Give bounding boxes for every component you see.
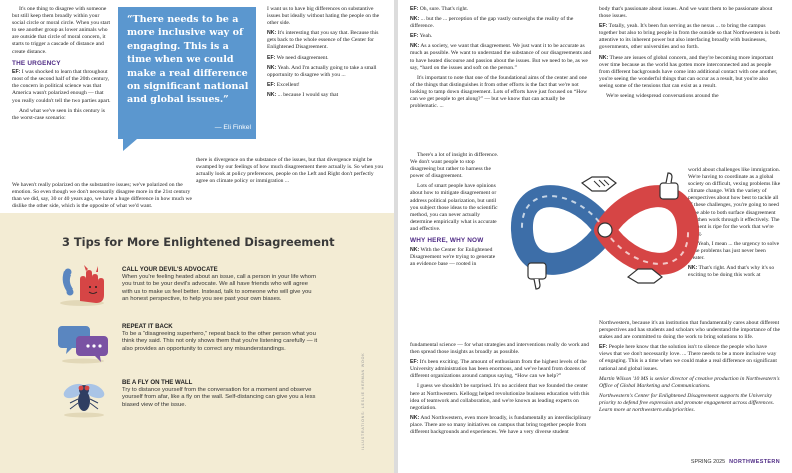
speech-bubbles-icon [58,320,110,364]
pull-quote-author: — Eli Finkel [214,124,251,131]
dialogue-text: ... because I would say that [277,91,339,98]
tip-1-heading: CALL YOUR DEVIL'S ADVOCATE [122,266,218,273]
pull-quote-tail [123,139,137,151]
fly-icon [58,375,110,419]
dialogue-text: It's been exciting. The amount of enthusiasm from the highest levels of the University administration has been enormous, and we've heard from dozens of different organizations around campus saying, “How can we help?” [410,359,587,380]
speaker-label: NK: [267,91,277,98]
speaker-label: NK: [410,43,420,50]
dialogue-text: And Northwestern, even more broadly, is fundamentally an interdisciplinary place. There are so many initiatives on campus that bring together people from different backgrounds and experiences. We have a very diverse student [410,414,592,436]
subhead-urgency: THE URGENCY [12,59,61,67]
speaker-label: EF: [410,33,419,40]
left-col3 [267,6,384,102]
speaker-label: NK: [410,246,420,253]
illustration-credit: ILLUSTRATIONS: LESLIE HERMAN WOOK [361,352,365,450]
dialogue-text: Yeah. And I'm actually going to take a small opportunity to disagree with you ... [267,64,377,78]
tip-1-body: When you're feeling heated about an issue, call a person in your life whom you trust to be your devil's advocate. We all have friends who will agree with us to make us feel better. Instead, talk to someone who will give you an honest perspective, to help you see past your own biases. [122,274,316,303]
dialogue-text: world about challenges like immigration. We're having to coordinate as a global society on difficult, vexing problems like climate change. With the variety of perspectives about how best to tackle all of these challenges, you're going to need to be able to both surface disagreement and then work through it effectively. The moment is ripe for the work that we're doing. [688,167,781,237]
dialogue-text: We need disagreement. [276,54,329,61]
author-bio: Martin Wilson '10 MS is senior director of creative production in Northwestern's Office of Global Marketing and Communications. [599,375,780,389]
speaker-label: NK: [410,414,420,421]
wide-paragraph-text: fundamental science — for what strategies and interventions really do work and then spread those insights as broadly as possible. [410,342,590,356]
speaker-label: EF: [12,69,21,76]
devil-phone-icon [58,263,110,307]
dialogue-text: Yeah, I mean ... the urgency to solve these problems has just never been greater. [688,240,780,262]
dialogue-text: These are issues of global concern, and they're becoming more important over time because as the world has gotten more interconnected and as people from different backgrounds have come into additional contact with one another, you're seeing the wonderful things that can occur as a result, but you're also seeing some of the tensions that can exist as a result. [599,54,778,89]
footer-magazine: NORTHWESTERN [729,459,780,465]
narrow-paragraph: There's a lot of insight in difference. We don't want people to stop disagreeing but rather to harness the power of disagreement. [410,152,499,180]
wide-paragraph-text: We haven't really polarized on the substantive issues; we've polarized on the emotion. So even though we don't necessarily disagree more in the 21st century than we did, say, 30 or 40 years ago, we have a huge difference in how much we dislike the other side, which is the opposite of what we'd want. [12,182,193,210]
dialogue-text: We're seeing widespread conversations around the [606,93,719,100]
dialogue-text: That's right. And that's why it's so exciting to be doing this work at [688,265,775,279]
page-footer [610,459,780,465]
handshake-infinity-illustration [500,155,710,305]
left-page [0,0,394,473]
speaker-label: EF: [410,6,419,12]
right-col1-top [410,6,592,113]
pull-quote-text: “There needs to be a more inclusive way of engaging. This is a time when we could make a real difference on significant national and global issues.” [127,14,249,106]
wide-paragraph-2-text: there is divergence on the substance of the issues, but that divergence might be swamped by our feelings of how much disagreement there actually is. So when you actually look at policy preferences, people on the Left and Right don't perfectly agree on climate policy or immigration ... [196,157,384,185]
dialogue-text: body that's passionate about issues. And we want them to be passionate about those issues. [599,6,773,20]
intro-paragraph: It's one thing to disagree with someone but still keep them broadly within your social circle or moral circle. When you start to see another group as lower animals who are outside that circle of moral concern, it starts to trigger a cascade of distance and create distance. [12,6,111,55]
speaker-label: EF: [599,23,608,30]
speaker-label: EF: [267,81,276,88]
handshake-icon [582,177,616,191]
right-col1-bottom [410,342,592,439]
right-col1-narrow [410,152,500,271]
speaker-label: EF: [599,344,608,351]
dialogue-text: Oh, sure. That's right. [419,6,469,12]
thumbs-up-icon [660,173,678,199]
dialogue-text: Northwestern, because it's an institution that fundamentally cares about different perspectives and has students and scholars who understand the importance of the stakes and are committed to doing the work to bring solutions to life. [599,320,780,341]
speaker-label: NK: [688,265,698,272]
dialogue-text: Yeah. [419,33,433,40]
speaker-label: EF: [410,359,419,366]
right-col2-top [599,6,781,103]
ef-paragraph: I was shocked to learn that throughout most of the second half of the 20th century, the concern in political science was that America wasn't polarized enough — that you really couldn't tell the two parties apart. [12,69,111,104]
dialogue-text: With the Center for Enlightened Disagreement we're trying to generate an evidence base — rooted in [410,246,496,267]
tips-panel [0,213,394,473]
tip-3-body: Try to distance yourself from the conversation for a moment and observe yourself from afar, like a fly on the wall. Self-distancing can give you a less biased view of the issue. [122,387,316,408]
wide-paragraph [12,182,194,213]
tip-2-heading: REPEAT IT BACK [122,323,173,330]
dialogue-text: It's interesting that you say that. Because this gets back to the whole essence of the Center for Enlightened Disagreement. [267,30,379,51]
speaker-label: NK: [267,30,277,37]
right-page [398,0,792,473]
dialogue-text: I guess we shouldn't be surprised. It's no accident that we founded the center here at Northwestern. Kellogg helped revolutionize business education with this idea of teamwork and collaboration, and we're known as leading experts on negotiation. [410,383,590,411]
dialogue-text: Totally, yeah. It's been fun serving as the nexus ... to bring the campus together but also to bring people in from the outside so that Northwestern is both attentive to its inherent power but also interfacing broadly with businesses, governments, other universities and so forth. [599,23,780,51]
dialogue-text: ... but the ... perception of the gap vastly outweighs the reality of the difference. [410,16,574,30]
clasped-hands-icon [598,223,612,237]
dialogue-text: It's important to note that one of the foundational aims of the center and one of the things that distinguishes it from other efforts is the fact that we're not looking to tamp down disagreement. Lots of efforts have just focused on “How can we get people to get along?” — but we know that can actually be problematic. ... [410,74,588,110]
dialogue-text: I want us to have big differences on substantive issues but ideally without hating the people on the other side. [267,6,380,27]
tip-2-body: To be a “disagreeing superhero,” repeat back to the other person what you think they said. This not only shows them that you're listening carefully — it also provides an opportunity to correct any misunderstandings. [122,331,318,352]
footer-season: SPRING 2025 [690,459,726,465]
ef-paragraph-2: And what we've seen in this century is the worst-case scenario: [12,107,105,121]
subhead-why-here: WHY HERE, WHY NOW [410,237,484,245]
narrow-paragraph-2: Lots of smart people have opinions about how to mitigate disagreement or address political polarization, but until you subject those ideas to the scientific method, you can never actually determine empirically what is accurate and effective. [410,183,498,232]
left-col1 [12,6,112,125]
center-note: Northwestern's Center for Enlightened Disagreement supports the University priority to defend free expression and promote engagement across differences. Learn more at northwestern.edu/priorities. [599,392,775,414]
right-col2-bottom [599,320,781,417]
tip-3-heading: BE A FLY ON THE WALL [122,379,193,386]
tips-title: 3 Tips for More Enlightened Disagreement [62,235,335,249]
speaker-label: NK: [267,64,277,71]
speaker-label: NK: [410,16,420,23]
speaker-label: EF: [267,54,276,61]
speaker-label: EF: [688,240,697,247]
thumbs-down-icon [528,263,546,289]
speaker-label: NK: [599,54,609,61]
dialogue-text: People here know that the solution isn't to silence the people who have views that we don't necessarily love. ... There needs to be a more inclusive way of engaging. This is a time when we could make a real difference on significant national and global issues. [599,344,777,372]
dialogue-text: As a society, we want that disagreement. We just want it to be accurate as much as possible. We want to understand the substance of our disagreements and to have heated discourse and passion about the issues. But we need to be, as we say, “hard on the issues and soft on the person.” [410,43,592,71]
wide-paragraph-2 [196,157,384,188]
dialogue-text: Excellent! [276,81,300,88]
